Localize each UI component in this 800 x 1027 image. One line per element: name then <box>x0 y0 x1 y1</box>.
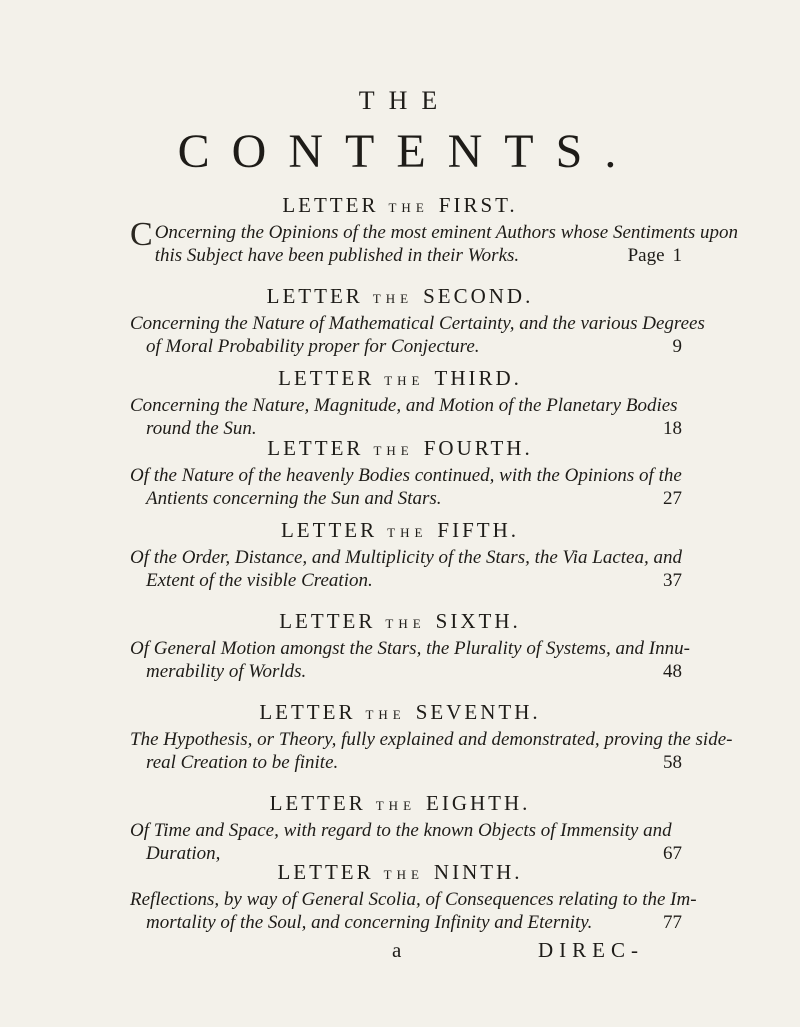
entry-description: Of General Motion amongst the Stars, the Plurality of Systems, and Innu- merability of Worlds. 48 <box>130 638 690 682</box>
entry-heading: LETTER THE SECOND. <box>266 284 534 308</box>
entry-description: Of the Nature of the heavenly Bodies continued, with the Opinions of the Antients concerning the Sun and Stars. 27 <box>130 465 682 509</box>
entry-page-number: 9 <box>672 336 682 357</box>
entry-heading: LETTER THE FOURTH. <box>267 436 533 460</box>
entry-heading: LETTER THE THIRD. <box>278 366 522 390</box>
toc-entry-letter-9[interactable] <box>0 859 800 934</box>
entry-heading: LETTER THE NINTH. <box>277 860 523 884</box>
entry-page-number: 27 <box>663 488 682 509</box>
toc-entry-letter-1[interactable] <box>0 192 800 267</box>
entry-description: Of Time and Space, with regard to the known Objects of Immensity and Duration, 67 <box>130 820 682 864</box>
toc-entry-letter-6[interactable] <box>0 608 800 683</box>
entry-page-number: 37 <box>663 570 682 591</box>
entry-description: C Oncerning the Opinions of the most eminent Authors whose Sentiments upon this Subject have been published in their Works. Page 1 <box>130 216 739 266</box>
entry-heading: LETTER THE FIFTH. <box>280 518 520 542</box>
entry-page-number: 18 <box>663 418 682 439</box>
entry-description: Reflections, by way of General Scolia, of Consequences relating to the Im- mortality of the Soul, and concerning Infinity and Eternity. 77 <box>130 889 697 933</box>
page-footer <box>0 938 800 968</box>
title-the: THE <box>358 86 452 115</box>
entry-page-number: 48 <box>663 661 682 682</box>
entry-description: Concerning the Nature of Mathematical Certainty, and the various Degrees of Moral Probability proper for Conjecture. 9 <box>130 313 705 357</box>
toc-entry-letter-3[interactable] <box>0 365 800 440</box>
entry-heading: LETTER THE SEVENTH. <box>259 700 541 724</box>
entry-page-number: 77 <box>663 912 682 933</box>
entry-heading: LETTER THE SIXTH. <box>279 609 521 633</box>
catchword: DIREC- <box>538 938 644 962</box>
entry-description: Of the Order, Distance, and Multiplicity of the Stars, the Via Lactea, and Extent of the visible Creation. 37 <box>130 547 682 591</box>
entry-page-number: 67 <box>663 843 682 864</box>
signature-mark: a <box>392 938 402 962</box>
toc-entry-letter-4[interactable] <box>0 435 800 510</box>
entry-description: Concerning the Nature, Magnitude, and Motion of the Planetary Bodies round the Sun. 18 <box>130 395 682 439</box>
drop-cap: C <box>130 216 153 253</box>
toc-entry-letter-5[interactable] <box>0 517 800 592</box>
title-contents: CONTENTS. <box>177 125 639 178</box>
entry-heading: LETTER THE EIGHTH. <box>269 791 531 815</box>
toc-entry-letter-2[interactable] <box>0 283 800 358</box>
entry-page-number: 58 <box>663 752 682 773</box>
entry-heading: LETTER THE FIRST. <box>282 193 518 217</box>
toc-entry-letter-8[interactable] <box>0 790 800 865</box>
entry-description: The Hypothesis, or Theory, fully explained and demonstrated, proving the side- real Creation to be finite. 58 <box>130 729 733 773</box>
entry-page-number: Page 1 <box>627 245 682 266</box>
toc-entry-letter-7[interactable] <box>0 699 800 774</box>
